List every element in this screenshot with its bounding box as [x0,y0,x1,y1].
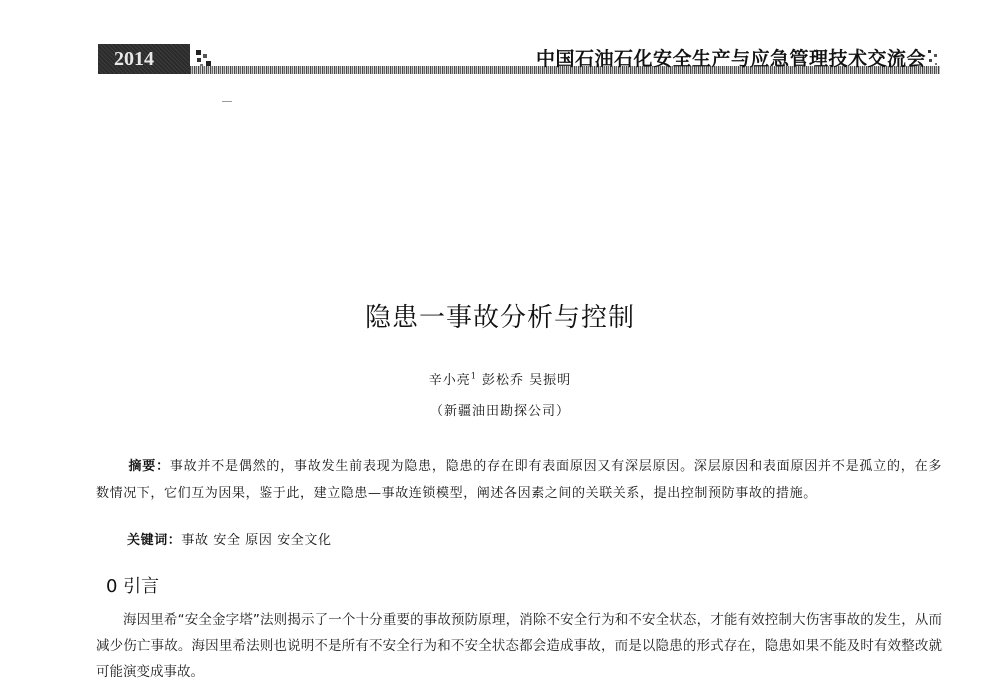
conference-title: 中国石油石化安全生产与应急管理技术交流会 [535,48,926,70]
abstract-text: 事故并不是偶然的，事故发生前表现为隐患，隐患的存在即有表面原因又有深层原因。深层原因和表面原因并不是孤立的，在多数情况下，它们互为因果，鉴于此，建立隐患—事故连锁模型，阐述各因素之间的关联关系，提出控制预防事故的措施。 [96,459,942,501]
keywords-label: 关键词： [127,533,182,548]
keywords-text: 事故 安全 原因 安全文化 [181,533,332,548]
affiliation: （新疆油田勘探公司） [429,404,570,419]
section-heading: 0 引言 [106,576,160,597]
abstract [96,453,942,507]
scan-mark [222,101,232,102]
author-superscript: 1 [470,371,477,381]
conference-header [98,44,940,74]
paper-title: 隐患一事故分析与控制 [364,303,635,333]
year-badge: 2014 [98,44,190,74]
keywords [127,529,332,548]
author-line [0,369,1000,388]
body-paragraph: 海因里希“安全金字塔”法则揭示了一个十分重要的事故预防原理，消除不安全行为和不安全状态，才能有效控制大伤害事故的发生，从而减少伤亡事故。海因里希法则也说明不是所有不安全行为和不安全状态都会造成事故，而是以隐患的形式存在，隐患如果不能及时有效整改就可能演变成事故。 [96,612,942,680]
abstract-label: 摘要： [128,459,170,474]
decorative-end-dots-icon [926,48,940,68]
other-authors: 彭松乔 吴振明 [482,373,572,388]
first-author: 辛小亮 [428,373,471,388]
